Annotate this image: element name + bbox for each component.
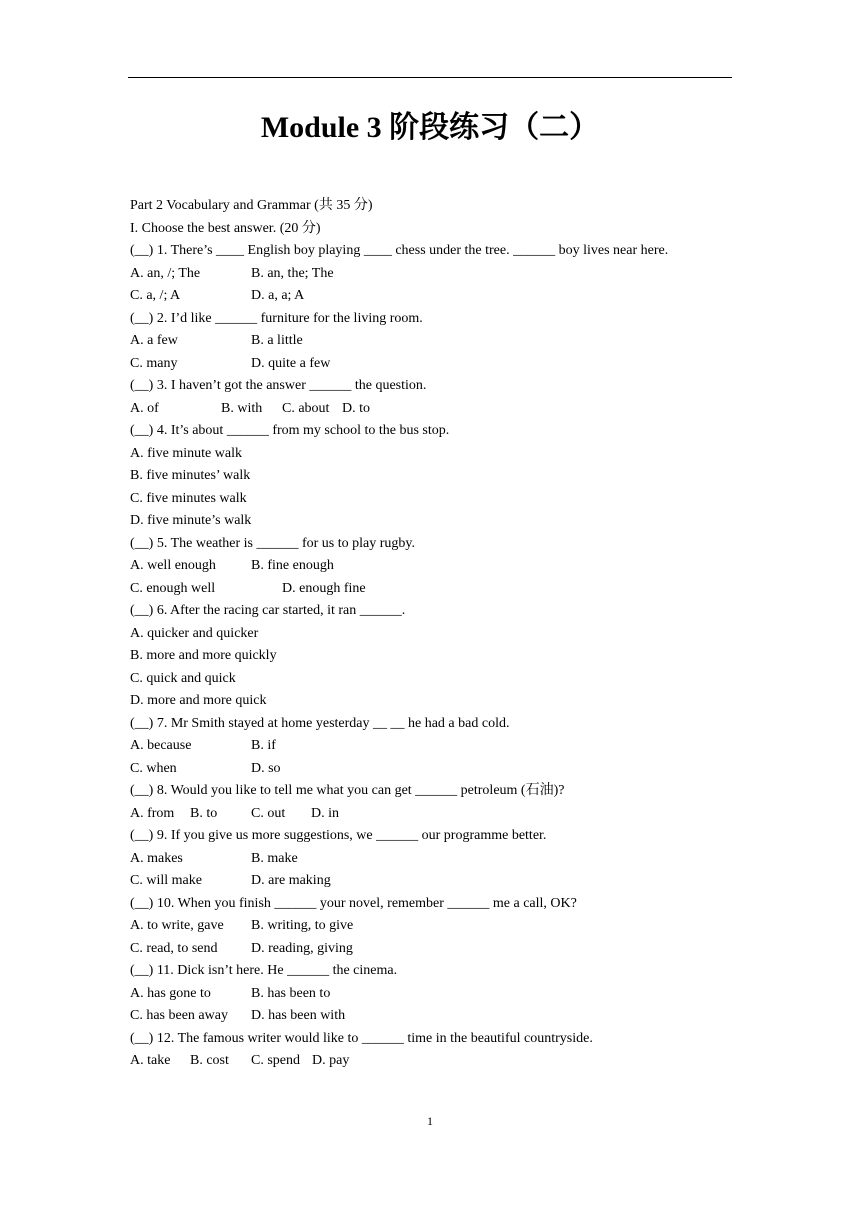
option-d: D. quite a few: [251, 355, 331, 371]
option-b: B. cost: [190, 1053, 229, 1068]
option-d: D. are making: [251, 873, 331, 888]
option-b: B. a little: [251, 333, 303, 348]
option-a: A. an, /; The: [130, 265, 201, 281]
question-11-options-cd: [130, 1005, 730, 1028]
question-2-options-ab: [130, 330, 730, 353]
question-6-option-c: C. quick and quick: [130, 670, 236, 686]
option-b: B. with: [221, 400, 263, 416]
question-4-option-d: D. five minute’s walk: [130, 513, 252, 528]
option-c: C. enough well: [130, 580, 216, 596]
option-a: A. take: [130, 1053, 171, 1068]
question-6-option-d: D. more and more quick: [130, 693, 267, 708]
option-b: B. if: [251, 738, 276, 753]
question-7-options-cd: [130, 758, 730, 781]
question-12-options: [130, 1050, 730, 1073]
option-c: C. many: [130, 355, 178, 371]
question-7-stem: (__) 7. Mr Smith stayed at home yesterday __ __ he had a bad cold.: [130, 715, 510, 731]
option-c: C. out: [251, 805, 286, 821]
part-heading: Part 2 Vocabulary and Grammar (共 35 分): [130, 198, 373, 213]
question-2-options-cd: [130, 353, 730, 376]
question-7-options-ab: [130, 735, 730, 758]
question-6-option-a: A. quicker and quicker: [130, 625, 259, 641]
option-b: B. has been to: [251, 985, 331, 1001]
option-d: D. in: [311, 805, 339, 821]
header-rule: [128, 77, 732, 78]
question-10-options-cd: [130, 938, 730, 961]
option-b: B. make: [251, 850, 298, 866]
option-c: C. will make: [130, 873, 202, 888]
option-c: C. has been away: [130, 1008, 228, 1023]
question-4-stem: (__) 4. It’s about ______ from my school to the bus stop.: [130, 423, 450, 438]
option-c: C. a, /; A: [130, 288, 181, 303]
question-1-options-cd: [130, 285, 730, 308]
option-a: A. a few: [130, 333, 178, 348]
question-8-stem: (__) 8. Would you like to tell me what you can get ______ petroleum (石油)?: [130, 783, 565, 798]
option-a: A. of: [130, 400, 159, 416]
question-6-option-b: B. more and more quickly: [130, 648, 277, 663]
option-d: D. enough fine: [282, 580, 366, 596]
option-b: B. an, the; The: [251, 265, 334, 281]
question-8-options: [130, 803, 730, 826]
option-a: A. makes: [130, 850, 183, 866]
question-5-options-ab: [130, 555, 730, 578]
option-d: D. so: [251, 760, 281, 776]
option-a: A. well enough: [130, 558, 216, 573]
page-title: Module 3 阶段练习（二）: [260, 111, 600, 144]
option-d: D. pay: [312, 1053, 350, 1068]
option-a: A. has gone to: [130, 985, 211, 1001]
option-c: C. spend: [251, 1053, 300, 1068]
question-4-option-b: B. five minutes’ walk: [130, 468, 251, 483]
option-d: D. to: [342, 400, 370, 416]
question-9-options-ab: [130, 848, 730, 871]
option-d: D. reading, giving: [251, 940, 353, 956]
question-1-stem: (__) 1. There’s ____ English boy playing ____ chess under the tree. ______ boy lives near here.: [130, 243, 669, 258]
option-c: C. read, to send: [130, 940, 218, 956]
option-c: C. when: [130, 760, 177, 776]
option-a: A. to write, gave: [130, 918, 224, 933]
question-10-options-ab: [130, 915, 730, 938]
question-6-stem: (__) 6. After the racing car started, it ran ______.: [130, 603, 406, 618]
question-9-stem: (__) 9. If you give us more suggestions, we ______ our programme better.: [130, 828, 547, 843]
option-a: A. from: [130, 805, 175, 821]
question-9-options-cd: [130, 870, 730, 893]
question-3-options: [130, 398, 730, 421]
option-b: B. to: [190, 805, 218, 821]
option-c: C. about: [282, 400, 330, 416]
option-d: D. a, a; A: [251, 288, 305, 303]
question-1-options-ab: [130, 263, 730, 286]
question-11-options-ab: [130, 983, 730, 1006]
question-5-stem: (__) 5. The weather is ______ for us to play rugby.: [130, 535, 415, 551]
option-a: A. because: [130, 738, 192, 753]
section-heading: I. Choose the best answer. (20 分): [130, 220, 321, 236]
question-11-stem: (__) 11. Dick isn’t here. He ______ the cinema.: [130, 963, 398, 978]
question-2-stem: (__) 2. I’d like ______ furniture for the living room.: [130, 310, 423, 326]
option-b: B. writing, to give: [251, 918, 354, 933]
question-12-stem: (__) 12. The famous writer would like to ______ time in the beautiful countryside.: [130, 1030, 593, 1046]
worksheet-body: [130, 195, 730, 1073]
question-3-stem: (__) 3. I haven’t got the answer ______ the question.: [130, 378, 427, 393]
question-10-stem: (__) 10. When you finish ______ your novel, remember ______ me a call, OK?: [130, 895, 577, 911]
question-4-option-a: A. five minute walk: [130, 445, 242, 461]
page-number: 1: [427, 1114, 433, 1128]
question-5-options-cd: [130, 578, 730, 601]
question-4-option-c: C. five minutes walk: [130, 490, 247, 506]
option-d: D. has been with: [251, 1008, 346, 1023]
option-b: B. fine enough: [251, 558, 334, 573]
